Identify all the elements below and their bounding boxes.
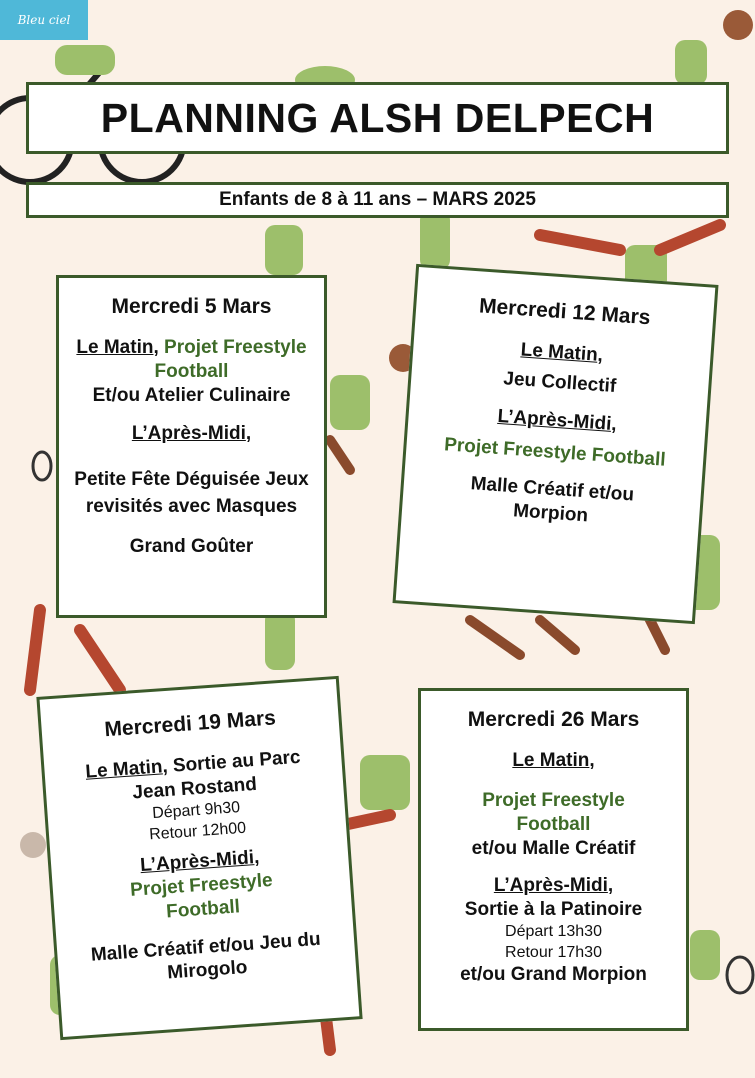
page-subtitle: Enfants de 8 à 11 ans – MARS 2025 [26,182,729,218]
comma: , [589,750,595,772]
comma: , [253,847,260,869]
morning-label: Le Matin [520,339,599,366]
day-title: Mercredi 19 Mars [103,706,277,742]
morning-activity: Sortie au Parc Jean Rostand [131,746,302,804]
afternoon-label: L’Après-Midi [131,422,246,444]
comma: , [153,337,165,359]
afternoon-extra: et/ou Grand Morpion [460,964,647,986]
afternoon-label: L’Après-Midi [496,405,613,435]
logo-text: Bleu ciel [17,13,71,27]
logo [0,0,88,40]
afternoon-label-line [73,422,310,446]
afternoon-label: L’Après-Midi [493,875,608,897]
athlete-figure-7 [360,755,410,810]
day-title: Mercredi 12 Mars [478,294,652,330]
athlete-figure-8 [265,610,295,670]
cyclist-figure [55,45,115,75]
racket-icon-2 [727,957,753,993]
morning-return: Retour 12h00 [148,819,247,843]
morning-departure: Départ 9h30 [151,798,241,822]
comma: , [607,875,614,897]
athlete-figure-3 [265,225,303,275]
morning-activity: Jeu Collectif [502,368,617,398]
day-title: Mercredi 26 Mars [467,708,640,731]
comma: , [245,422,252,444]
racket-icon-1 [33,452,51,480]
morning-label-line [435,749,672,773]
page-title: PLANNING ALSH DELPECH [26,82,729,154]
morning-activity: Et/ou Atelier Culinaire [92,384,291,406]
afternoon-departure: Départ 13h30 [505,922,602,940]
day-card-march-5 [56,275,327,618]
comma: , [610,413,618,435]
runner-legs-1 [30,610,120,690]
afternoon-label: L’Après-Midi [139,847,255,877]
athlete-figure-11 [420,210,450,270]
afternoon-label-line [435,874,672,898]
runner-arm-1 [540,225,720,250]
athlete-figure-9 [690,930,720,980]
morning-block [73,336,310,384]
morning-label: Le Matin [84,756,164,783]
athlete-arms-2 [330,440,350,470]
afternoon-activity-2: Grand Goûter [129,536,254,558]
afternoon-activity: Malle Créatif et/ou Morpion [469,473,635,527]
ball-icon-1 [723,10,753,40]
athlete-figure-2 [675,40,707,85]
morning-label: Le Matin [76,337,154,359]
athlete-figure-5 [330,375,370,430]
ball-icon-3 [20,832,46,858]
afternoon-activity: Sortie à la Patinoire [464,899,643,920]
afternoon-activity-1: Petite Fête Déguisée Jeux revisités avec Masques [74,469,309,518]
morning-project: Projet Freestyle Football [154,337,307,382]
athlete-arms-1 [470,620,575,655]
morning-project: Projet Freestyle Football [482,790,625,835]
morning-activity: et/ou Malle Créatif [471,837,636,859]
comma: , [161,755,174,778]
afternoon-project: Projet Freestyle Football [443,433,667,471]
afternoon-activity: Malle Créatif et/ou Jeu du Mirogolo [90,928,322,984]
morning-label: Le Matin [512,750,590,772]
day-card-march-26 [418,688,689,1031]
comma: , [596,345,604,367]
day-title: Mercredi 5 Mars [111,295,272,318]
afternoon-project: Projet Freestyle Football [129,870,274,923]
day-card-march-12 [393,264,719,624]
afternoon-return: Retour 17h30 [505,943,602,961]
day-card-march-19 [36,676,362,1040]
